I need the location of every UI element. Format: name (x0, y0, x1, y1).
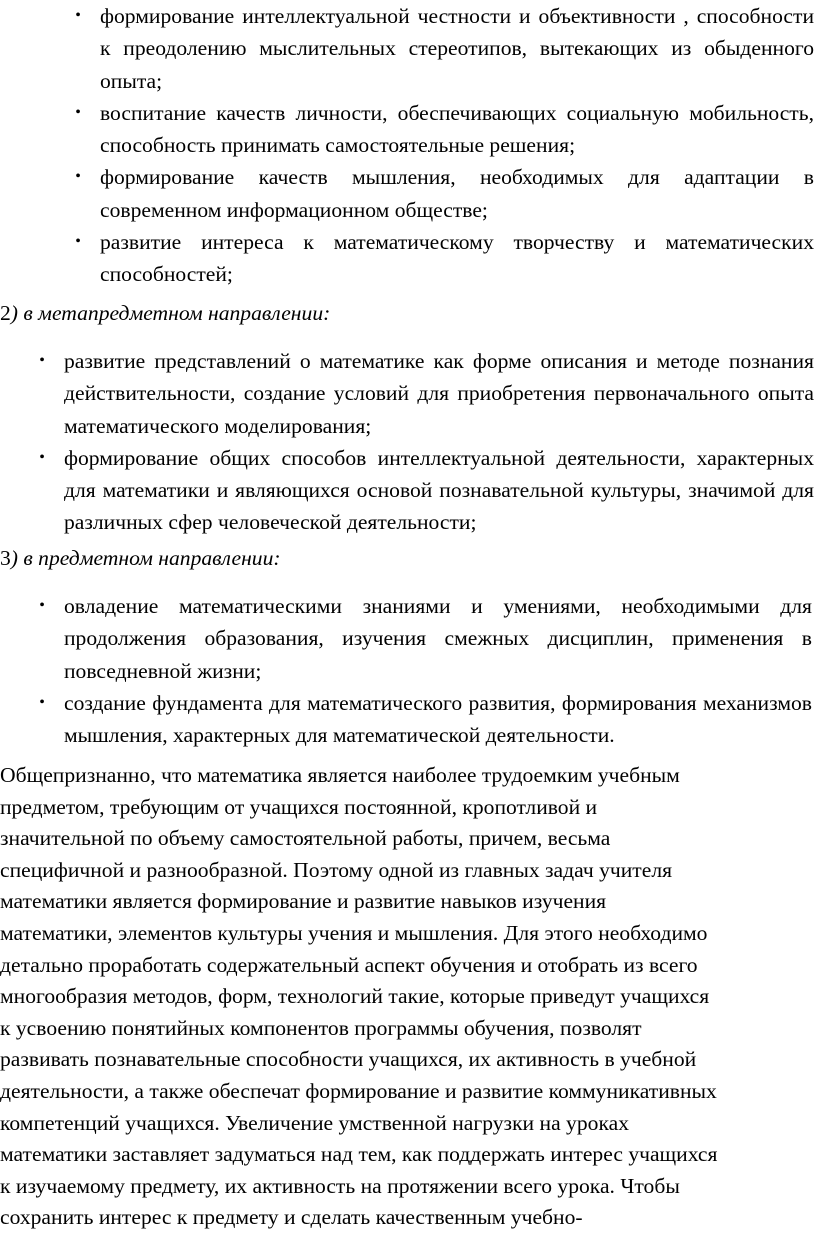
list-item-line: способности к преодолению мыслительных стереотипов, (100, 4, 814, 61)
bullet-icon: • (75, 233, 81, 251)
paragraph-line: компетенций учащихся. Увеличение умственной нагрузки на уроках (0, 1110, 629, 1135)
paragraph-line: математики заставляет задуматься над тем, как поддержать интерес учащихся (0, 1142, 718, 1167)
section-title: ) в метапредметном направлении: (10, 301, 331, 325)
paragraph-line: предметом, требующим от учащихся постоянной, кропотливой и (0, 794, 598, 819)
list-item-line: вытекающих из обыденного опыта; (100, 36, 814, 93)
section-number: 2 (0, 301, 11, 325)
list-item (75, 226, 814, 291)
list-item-line: мобильность, способность принимать самостоятельные решения; (100, 100, 814, 158)
section-number: 3 (0, 546, 11, 570)
list-item (39, 687, 812, 752)
section-heading-meta (0, 297, 330, 329)
list-item-line: характерных для математики и являющихся основой познавательной (64, 445, 814, 503)
list-item-line: формирование интеллектуальной честности и объективности , (100, 4, 689, 28)
list-item-line: современном информационном обществе; (100, 197, 488, 222)
paragraph-line: деятельности, а также обеспечат формирование и развитие коммуникативных (0, 1078, 717, 1103)
list-item-line: в повседневной жизни; (64, 626, 812, 683)
bullet-icon: • (39, 352, 45, 369)
body-paragraph (0, 760, 816, 1234)
list-item (39, 345, 814, 442)
list-item-line: продолжения образования, изучения смежных дисциплин, применения (64, 626, 784, 651)
list-item (75, 97, 814, 162)
section-heading-subject (0, 542, 281, 574)
bullet-icon: • (75, 168, 81, 186)
subject-goals-list (39, 590, 812, 751)
bullet-icon: • (39, 693, 45, 711)
paragraph-line: детально проработать содержательный аспект обучения и отобрать из всего (0, 952, 698, 977)
paragraph-line: сохранить интерес к предмету и сделать качественным учебно- (0, 1205, 583, 1230)
bullet-icon: • (39, 597, 45, 614)
list-item-line: культуры, значимой для различных сфер человеческой деятельности; (64, 478, 814, 535)
section-title: ) в предметном направлении: (10, 546, 281, 570)
list-item-line: первоначального опыта математического моделирования; (64, 381, 814, 438)
list-item-line: познания действительности, создание условий для приобретения (64, 349, 814, 406)
personal-goals-list (75, 0, 814, 291)
paragraph-line: к усвоению понятийных компонентов программы обучения, позволят (0, 1015, 642, 1040)
bullet-icon: • (75, 103, 81, 121)
paragraph-line: к изучаемому предмету, их активность на протяжении всего урока. Чтобы (0, 1173, 680, 1198)
list-item-line: воспитание качеств личности, обеспечивающих социальную (100, 100, 680, 125)
meta-goals-list (39, 345, 814, 539)
list-item (39, 442, 814, 539)
list-item-line: формирование общих способов интеллектуальной деятельности, (64, 445, 686, 470)
list-item-line: развитие представлений о математике как форме описания и методе (64, 349, 720, 373)
list-item-line: формирование качеств мышления, необходимых для адаптации в (100, 165, 814, 190)
list-item-line: способностей; (100, 262, 233, 287)
paragraph-line: значительной по объему самостоятельной работы, причем, весьма (0, 826, 611, 851)
list-item-line: развитие интереса к математическому творчеству и математических (100, 230, 814, 255)
paragraph-line: развивать познавательные способности учащихся, их активность в учебной (0, 1047, 697, 1072)
paragraph-line: специфичной и разнообразной. Поэтому одной из главных задач учителя (0, 857, 673, 882)
paragraph-line: Общепризнанно, что математика является наиболее трудоемким учебным (0, 763, 680, 787)
list-item (75, 0, 814, 97)
paragraph-line: математики является формирование и развитие навыков изучения (0, 889, 607, 914)
bullet-icon: • (39, 448, 45, 466)
bullet-icon: • (75, 7, 81, 24)
list-item-line: овладение математическими знаниями и умениями, необходимыми для (64, 594, 812, 618)
paragraph-line: математики, элементов культуры учения и мышления. Для этого необходимо (0, 920, 708, 945)
list-item-line: создание фундамента для математического развития, формирования (64, 690, 697, 715)
list-item (39, 590, 812, 687)
list-item (75, 161, 814, 226)
list-item-line: механизмов мышления, характерных для математической деятельности. (64, 690, 812, 748)
paragraph-line: многообразия методов, форм, технологий такие, которые приведут учащихся (0, 984, 710, 1009)
